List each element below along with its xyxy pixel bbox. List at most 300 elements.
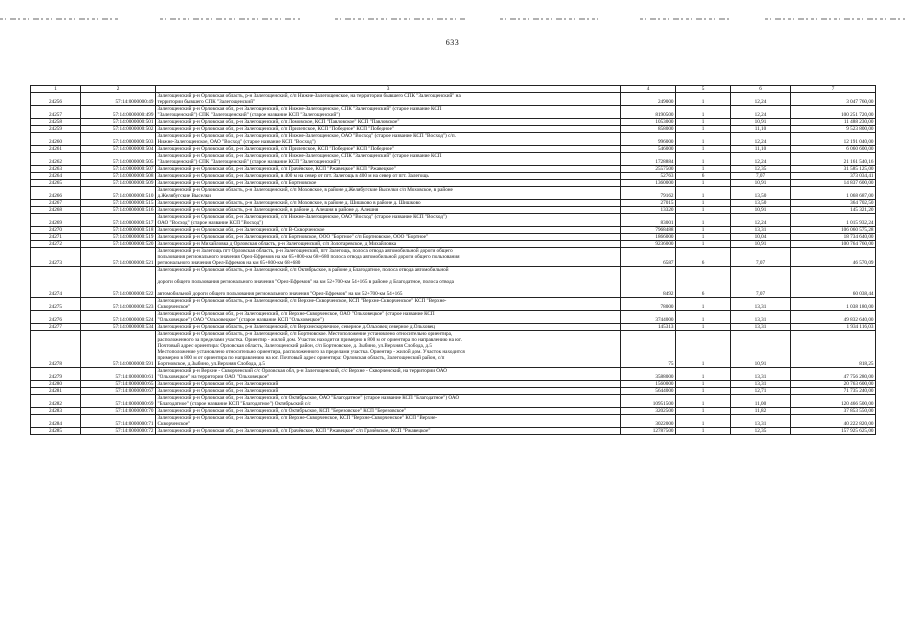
category-code: 1 xyxy=(676,200,731,207)
cadastral-value: 21 161 540,16 xyxy=(791,153,876,166)
table-row xyxy=(31,146,876,153)
description-line: Нижне-Залегощенское, ОАО "Восход" (старое название КСП "Восход") xyxy=(157,139,316,145)
rate-value: 13,31 xyxy=(731,415,791,428)
location-description xyxy=(156,200,621,207)
area-value: 1866000 xyxy=(621,234,676,241)
location-description xyxy=(156,153,621,166)
table-row xyxy=(31,227,876,234)
header-row xyxy=(31,86,876,93)
cadastral-value: 49 832 640,00 xyxy=(791,311,876,324)
cadastral-value: 818,25 xyxy=(791,331,876,368)
cadastral-number: 57:14:0000000:61 xyxy=(81,368,156,381)
area-value: 75 xyxy=(621,331,676,368)
location-description xyxy=(156,248,621,267)
location-description xyxy=(156,106,621,119)
description-line: Залегощенский р-н Орловская обл, р-н Залегощенский, с/п Нижне-Залегощенское, ОАО "Восход" (старое название КСП "Восход") xyxy=(157,214,447,220)
description-line: Скворченское" xyxy=(157,304,191,310)
row-number: 24271 xyxy=(31,234,81,241)
row-number: 24281 xyxy=(31,388,81,395)
location-description xyxy=(156,93,621,106)
description-line: Залегощенский р-н Орловская обл, р-н Залегощенский, с/п Ломовское, КСП "Павловское" КСП "Павловское" xyxy=(157,119,400,125)
rate-value: 10,91 xyxy=(731,180,791,187)
cadastral-value: 145 321,20 xyxy=(791,207,876,214)
category-code: 1 xyxy=(676,106,731,119)
category-code: 1 xyxy=(676,241,731,248)
page-number: 633 xyxy=(445,38,460,47)
description-line: "Ольховецкое" на территории ОАО "Ольховецкое" xyxy=(157,374,270,380)
row-number: 24267 xyxy=(31,200,81,207)
location-description xyxy=(156,119,621,126)
row-number: 24266 xyxy=(31,187,81,200)
location-description xyxy=(156,214,621,227)
description-line: Залегощенский р-н Орловская область, р-н Залегощенский, с/п Верхнескорчечное, северное д.Ольховец северное д.Ольховец xyxy=(157,324,435,330)
area-value: 8492 xyxy=(621,267,676,298)
table-row xyxy=(31,324,876,331)
table-row xyxy=(31,241,876,248)
cadastral-number: 57:14:0000000:510 xyxy=(81,187,156,200)
area-value: 9236000 xyxy=(621,241,676,248)
area-value: 858000 xyxy=(621,126,676,133)
cadastral-number: 57:14:0000000:520 xyxy=(81,241,156,248)
rate-value: 11,82 xyxy=(731,408,791,415)
location-description xyxy=(156,234,621,241)
cadastral-number: 57:14:0000000:521 xyxy=(81,248,156,267)
description-line: Залегощенский р-н Орловская область, р-н Залегощенский, с/п Нижне-Залегощенское, на территории бывшего СПК "Залегощенский" на xyxy=(157,93,461,99)
category-code: 1 xyxy=(676,408,731,415)
column-header: 1 xyxy=(31,86,81,93)
table-row xyxy=(31,395,876,408)
description-line: расположенного за пределами участка. Ориентир - жилой дом. Участок находится примерно в 800 м от ориентира по направлению на юг. xyxy=(157,337,462,343)
row-number: 24261 xyxy=(31,146,81,153)
rate-value: 13,31 xyxy=(731,381,791,388)
description-line: Бортновское, д.Зыбино, ул.Верхняя Слобода, д.5 xyxy=(157,361,266,367)
description-line: д.Желябугские Выселки xyxy=(157,193,211,199)
cadastral-number: 57:14:0000000:517 xyxy=(81,214,156,227)
row-number: 24275 xyxy=(31,298,81,311)
description-line: пользования регионального значения Орел-Ефремов на км 65+800-км 68+680 полоса отвода автомобильной дороги общего пользования xyxy=(157,254,460,260)
category-code: 1 xyxy=(676,153,731,166)
row-number: 24260 xyxy=(31,133,81,146)
rate-value: 12,24 xyxy=(731,214,791,227)
cadastral-value: 373 034,41 xyxy=(791,173,876,180)
cadastral-number: 57:14:0000000:501 xyxy=(81,119,156,126)
table-row xyxy=(31,106,876,119)
area-value: 249000 xyxy=(621,93,676,106)
description-line: Залегощенский р-н Орловская обл, р-н Залегощенский, с/п Бортновское, ООО "Бортное" с/п Бортновское, ООО "Бортное" xyxy=(157,234,429,240)
cadastral-value: 20 763 600,00 xyxy=(791,381,876,388)
category-code: 1 xyxy=(676,311,731,324)
description-line: Залегощенский р-н Орловская обл, р-н Залегощенский, с/п Бортновское xyxy=(157,180,317,186)
area-value: 13320 xyxy=(621,207,676,214)
description-line: Залегощенский р-н Орловская обл, р-н Залегощенский, с/п В-Скворченское xyxy=(157,227,325,233)
cadastral-value: 71 735 240,00 xyxy=(791,388,876,395)
location-description xyxy=(156,388,621,395)
rate-value: 7,07 xyxy=(731,173,791,180)
row-number: 24280 xyxy=(31,381,81,388)
table-row xyxy=(31,248,876,267)
location-description xyxy=(156,408,621,415)
area-value: 79162 xyxy=(621,187,676,200)
category-code: 1 xyxy=(676,133,731,146)
cadastral-value: 46 570,09 xyxy=(791,248,876,267)
description-line: Залегощенский р-н Орловская обл, р-н Залегощенский, с/п Грачёвское, КСП "Ржавецкое" КСП "Ржавецкое" xyxy=(157,166,396,172)
row-number: 24273 xyxy=(31,248,81,267)
cadastral-number: 57:14:0000000:69 xyxy=(81,395,156,408)
cadastral-value: 1 038 180,00 xyxy=(791,298,876,311)
area-value: 2557500 xyxy=(621,166,676,173)
description-line: Залегощенский р-н Верхне - Скворченский с/с Орловская обл, р-н Залегощенский, с/с Верхне - Скворченский, на территории ОАО xyxy=(157,368,447,374)
table-row xyxy=(31,388,876,395)
table-row xyxy=(31,207,876,214)
rate-value: 12,24 xyxy=(731,106,791,119)
cadastral-value: 11 488 230,00 xyxy=(791,119,876,126)
row-number: 24277 xyxy=(31,324,81,331)
cadastral-value: 1 068 687,00 xyxy=(791,187,876,200)
table-row xyxy=(31,368,876,381)
cadastral-value: 100 251 720,00 xyxy=(791,106,876,119)
area-value: 6587 xyxy=(621,248,676,267)
cadastral-value: 12 191 040,00 xyxy=(791,133,876,146)
rate-value: 10,91 xyxy=(731,119,791,126)
cadastral-value: 40 222 820,00 xyxy=(791,415,876,428)
row-number: 24284 xyxy=(31,415,81,428)
area-value: 78000 xyxy=(621,298,676,311)
category-code: 1 xyxy=(676,227,731,234)
location-description xyxy=(156,267,621,298)
description-line: дороги общего пользования регионального значения "Орел-Ефремов" на км 52+700-км 54+165 в районе д Благодатное, полоса отвода xyxy=(157,279,454,285)
cadastral-value: 157 925 625,00 xyxy=(791,428,876,435)
rate-value: 12,71 xyxy=(731,388,791,395)
row-number: 24268 xyxy=(31,207,81,214)
cadastral-number: 57:14:0000000:65 xyxy=(81,381,156,388)
description-line: "Залегощенский") СПК "Залегощенский" (старое название КСП "Залегощенский") xyxy=(157,159,341,165)
scan-edge-marks xyxy=(0,0,905,30)
cadastral-number: 57:14:0000000:516 xyxy=(81,207,156,214)
cadastral-number: 57:14:0000000:509 xyxy=(81,180,156,187)
column-header: 3 xyxy=(156,86,621,93)
table-row xyxy=(31,180,876,187)
table-row xyxy=(31,234,876,241)
table-row xyxy=(31,126,876,133)
area-value: 10951500 xyxy=(621,395,676,408)
description-line: Почтовый адрес ориентира: Орловская область, Залегощенский район, с/п Бортновское, д. Зыбино, ул.Верхняя Слобода, д.5 xyxy=(157,343,432,349)
row-number: 24272 xyxy=(31,241,81,248)
row-number: 24285 xyxy=(31,428,81,435)
row-number: 24282 xyxy=(31,395,81,408)
location-description xyxy=(156,180,621,187)
rate-value: 11,10 xyxy=(731,126,791,133)
rate-value: 10,91 xyxy=(731,331,791,368)
column-header: 6 xyxy=(731,86,791,93)
row-number: 24265 xyxy=(31,180,81,187)
category-code: 6 xyxy=(676,267,731,298)
table-row xyxy=(31,133,876,146)
location-description xyxy=(156,331,621,368)
cadastral-number: 57:14:0000000:519 xyxy=(81,234,156,241)
row-number: 24258 xyxy=(31,119,81,126)
table-row xyxy=(31,381,876,388)
rate-value: 13,31 xyxy=(731,227,791,234)
category-code: 6 xyxy=(676,248,731,267)
cadastral-number: 57:14:0000000:502 xyxy=(81,126,156,133)
area-value: 1053000 xyxy=(621,119,676,126)
category-code: 1 xyxy=(676,415,731,428)
rate-value: 12,35 xyxy=(731,166,791,173)
cadastral-value: 6 060 600,00 xyxy=(791,146,876,153)
row-number: 24274 xyxy=(31,267,81,298)
category-code: 1 xyxy=(676,166,731,173)
rate-value: 11,00 xyxy=(731,395,791,408)
cadastral-value: 120 466 500,00 xyxy=(791,395,876,408)
cadastral-number: 57:14:0000000:591 xyxy=(81,331,156,368)
description-line: Залегощенский р-н Орловская обл, р-н Залегощенский, с/п Прилепское, КСП "Победное" КСП "Победное" xyxy=(157,146,395,152)
column-header: 7 xyxy=(791,86,876,93)
cadastral-number: 57:14:0000000:499 xyxy=(81,106,156,119)
register-table xyxy=(30,85,876,435)
column-header: 2 xyxy=(81,86,156,93)
cadastral-value: 3 047 760,00 xyxy=(791,93,876,106)
rate-value: 12,24 xyxy=(731,93,791,106)
cadastral-number: 57:14:0000000:503 xyxy=(81,133,156,146)
cadastral-number: 57:14:0000000:72 xyxy=(81,428,156,435)
description-line: "Благодатное" (старое название КСП "Благодатное") Октябрьский с/с xyxy=(157,401,311,407)
cadastral-number: 57:14:0000000:534 xyxy=(81,324,156,331)
location-description xyxy=(156,133,621,146)
cadastral-number: 57:14:0000000:504 xyxy=(81,146,156,153)
area-value: 3022000 xyxy=(621,415,676,428)
location-description xyxy=(156,173,621,180)
cadastral-value: 37 853 550,00 xyxy=(791,408,876,415)
cadastral-value: 47 756 280,00 xyxy=(791,368,876,381)
description-line: Залегощенский р-н Орловская обл, р-н Залегощенский, с/п Октябрьское, КСП "Березовское" КСП "Березовское" xyxy=(157,408,407,414)
location-description xyxy=(156,381,621,388)
table-row xyxy=(31,187,876,200)
area-value: 27015 xyxy=(621,200,676,207)
description-line: Залегощенский р-н Орловская обл, р-н Залегощенский, с/п Нижне-Залегощенское, ОАО "Восход" (старое название КСП "Восход") с/п. xyxy=(157,133,456,139)
cadastral-number: 57:14:0000000:507 xyxy=(81,166,156,173)
category-code: 1 xyxy=(676,324,731,331)
description-line: ОАО "Восход" (старое название КСП "Восход") xyxy=(157,220,264,226)
table-row xyxy=(31,267,876,298)
description-line: регионального значения Орел-Ефремов на км 65+800-км 68+680 xyxy=(157,260,301,266)
row-number: 24262 xyxy=(31,153,81,166)
category-code: 1 xyxy=(676,234,731,241)
description-line: Залегощенский р-н Залегощь пгт Орловская область, р-н Залегощенский, пгт Залегощь, полоса отвода автомобильной дороги общего xyxy=(157,248,453,254)
area-value: 12787500 xyxy=(621,428,676,435)
cadastral-number: 57:14:0000000:67 xyxy=(81,388,156,395)
cadastral-value: 60 038,44 xyxy=(791,267,876,298)
description-line: "Ольховецкое") ОАО "Ольховецкое" (старое название КСП "Ольховецкое") xyxy=(157,317,324,323)
location-description xyxy=(156,241,621,248)
category-code: 1 xyxy=(676,368,731,381)
category-code: 1 xyxy=(676,146,731,153)
category-code: 1 xyxy=(676,214,731,227)
description-line: Залегощенский р-н Орловская область, р-н Залегощенский, с/п Моховское, в районе д.Желябугские Выселки с/п Моховское, в районе xyxy=(157,187,453,193)
category-code: 1 xyxy=(676,93,731,106)
rate-value: 10,91 xyxy=(731,207,791,214)
cadastral-number: 57:14:0000000:522 xyxy=(81,267,156,298)
table-row xyxy=(31,311,876,324)
category-code: 1 xyxy=(676,187,731,200)
cadastral-number: 57:14:0000000:71 xyxy=(81,415,156,428)
rate-value: 13,50 xyxy=(731,200,791,207)
category-code: 1 xyxy=(676,207,731,214)
row-number: 24283 xyxy=(31,408,81,415)
location-description xyxy=(156,166,621,173)
area-value: 1360000 xyxy=(621,180,676,187)
cadastral-value: 18 734 640,00 xyxy=(791,234,876,241)
cadastral-number: 57:14:0000000:515 xyxy=(81,200,156,207)
description-line: "Залегощенский") СПК "Залегощенский" (старое название КСП "Залегощенский") xyxy=(157,112,341,118)
rate-value: 12,24 xyxy=(731,153,791,166)
rate-value: 13,31 xyxy=(731,368,791,381)
location-description xyxy=(156,395,621,408)
description-line: Залегощенский р-н Орловская обл, р-н Залегощенский, с/п Нижне-Залегощенское, СПК "Залегощенский" (старое название КСП xyxy=(157,106,442,112)
area-value: 1560000 xyxy=(621,381,676,388)
description-line: Залегощенский р-н Михайловка д Орловская область, р-н Залегощенский, с/п Золотаревское, д Михайловка xyxy=(157,241,397,247)
table-row xyxy=(31,200,876,207)
description-line: Залегощенский р-н Орловская обл, р-н Залегощенский, в 400 м на север от пгт. Залегощь в 400 м на север от пгт. Залегощь xyxy=(157,173,429,179)
cadastral-value: 9 523 800,00 xyxy=(791,126,876,133)
area-value: 3744000 xyxy=(621,311,676,324)
location-description xyxy=(156,187,621,200)
column-header: 5 xyxy=(676,86,731,93)
location-description xyxy=(156,207,621,214)
category-code: 1 xyxy=(676,395,731,408)
description-line: Залегощенский р-н Орловская обл, р-н Залегощенский, с/п Верхне-Скворченское, ОАО "Ольховецкое" (старое название КСП xyxy=(157,311,435,317)
location-description xyxy=(156,146,621,153)
table-row xyxy=(31,298,876,311)
cadastral-value: 1 934 116,03 xyxy=(791,324,876,331)
location-description xyxy=(156,428,621,435)
row-number: 24276 xyxy=(31,311,81,324)
description-line: Залегощенский р-н Орловская обл, р-н Залегощенский xyxy=(157,381,279,387)
category-code: 1 xyxy=(676,298,731,311)
location-description xyxy=(156,298,621,311)
area-value: 7968488 xyxy=(621,227,676,234)
row-number: 24264 xyxy=(31,173,81,180)
area-value: 8190500 xyxy=(621,106,676,119)
cadastral-number: 57:14:0000000:518 xyxy=(81,227,156,234)
description-line: Залегощенский р-н Орловская область, р-н Залегощенский, с/п Моховское, в районе д. Шишково в районе д. Шишково xyxy=(157,200,421,206)
category-code: 1 xyxy=(676,331,731,368)
description-line: Залегощенский р-н Орловская обл, р-н Залегощенский, с/п Верхне-Скворченское, КСП "Верхне-Скворченское" КСП "Верхне- xyxy=(157,415,438,421)
description-line: Залегощенский р-н Орловская обл, р-н Залегощенский, с/п Октябрьское, ОАО "Благодатное" (старое название КСП "Благодатное") ОАО xyxy=(157,395,460,401)
cadastral-number: 57:14:0000000:508 xyxy=(81,173,156,180)
description-line: Местоположение установлено относительно ориентира, расположенного за пределами участка. Ориентир - жилой дом. Участок находится xyxy=(157,349,465,355)
table-body xyxy=(31,93,876,435)
table-row xyxy=(31,428,876,435)
category-code: 6 xyxy=(676,173,731,180)
description-line: Залегощенский р-н Орловская обл, р-н Залегощенский, с/п Грачёвское, КСП "Ржавецкое" с/п Грачёвское, КСП "Ржавецкое" xyxy=(157,428,431,434)
rate-value: 13,31 xyxy=(731,324,791,331)
cadastral-number: 57:14:0000000:524 xyxy=(81,311,156,324)
category-code: 1 xyxy=(676,381,731,388)
area-value: 1728884 xyxy=(621,153,676,166)
location-description xyxy=(156,126,621,133)
description-line: примерно в 800 м от ориентира по направлению на юг. Почтовый адрес ориентира: Орловская область, Залегощенский район, с/п xyxy=(157,355,445,361)
description-line: Залегощенский р-н Орловская обл, р-н Залегощенский xyxy=(157,388,279,394)
cadastral-value: 106 060 575,28 xyxy=(791,227,876,234)
cadastral-value: 14 837 600,00 xyxy=(791,180,876,187)
rate-value: 12,24 xyxy=(731,133,791,146)
table-row xyxy=(31,173,876,180)
rate-value: 13,31 xyxy=(731,298,791,311)
category-code: 1 xyxy=(676,388,731,395)
category-code: 1 xyxy=(676,180,731,187)
area-value: 83001 xyxy=(621,214,676,227)
area-value: 5644000 xyxy=(621,388,676,395)
rate-value: 7,07 xyxy=(731,248,791,267)
cadastral-number: 57:14:0000000:70 xyxy=(81,408,156,415)
row-number: 24256 xyxy=(31,93,81,106)
table-row xyxy=(31,415,876,428)
cadastral-value: 31 585 125,00 xyxy=(791,166,876,173)
area-value: 3588000 xyxy=(621,368,676,381)
cadastral-number: 57:14:0000000:523 xyxy=(81,298,156,311)
table-row xyxy=(31,408,876,415)
location-description xyxy=(156,227,621,234)
description-line: Залегощенский р-н Орловская обл, р-н Залегощенский, с/п Прилепское, КСП "Победное" КСП "Победное" xyxy=(157,126,395,132)
description-line: Залегощенский р-н Орловская обл, р-н Залегощенский, с/п Нижне-Залегощенское, СПК "Залегощенский" (старое название КСП xyxy=(157,153,442,159)
row-number: 24259 xyxy=(31,126,81,133)
cadastral-number: 57:14:0000000:49 xyxy=(81,93,156,106)
area-value: 145313 xyxy=(621,324,676,331)
rate-value: 13,50 xyxy=(731,187,791,200)
area-value: 546000 xyxy=(621,146,676,153)
cadastral-value: 1 015 932,24 xyxy=(791,214,876,227)
category-code: 1 xyxy=(676,126,731,133)
table-row xyxy=(31,153,876,166)
area-value: 3202500 xyxy=(621,408,676,415)
rate-value: 10,91 xyxy=(731,241,791,248)
category-code: 1 xyxy=(676,428,731,435)
table-row xyxy=(31,214,876,227)
description-line: автомобильной дороги общего пользования регионального значения "Орел-Ефремов" на км 52+700-км 54+165 xyxy=(157,291,403,297)
description-line: Залегощенский р-н Орловская область, р-н Залегощенский, с/п Октябрьское, в районе д Благодатное, полоса отвода автомобильной xyxy=(157,267,449,273)
location-description xyxy=(156,368,621,381)
table-row xyxy=(31,93,876,106)
row-number: 24278 xyxy=(31,331,81,368)
rate-value: 10,04 xyxy=(731,234,791,241)
rate-value: 12,35 xyxy=(731,428,791,435)
description-line: Залегощенский р-н Орловская область, р-н Залегощенский, с/п Бортновское. Местоположение установлено относительно ориентира, xyxy=(157,331,453,337)
row-number: 24279 xyxy=(31,368,81,381)
cadastral-value: 364 702,50 xyxy=(791,200,876,207)
description-line: Залегощенский р-н Орловская область, р-н Залегощенский, в районе д. Алешня в районе д. Алешня xyxy=(157,207,379,213)
table-row xyxy=(31,331,876,368)
rate-value: 11,10 xyxy=(731,146,791,153)
description-line: Скворченское" xyxy=(157,421,191,427)
description-line: территории бывшего СПК "Залегощенский" xyxy=(157,99,256,105)
table-row xyxy=(31,119,876,126)
rate-value: 13,31 xyxy=(731,311,791,324)
cadastral-number: 57:14:0000000:505 xyxy=(81,153,156,166)
column-header: 4 xyxy=(621,86,676,93)
row-number: 24257 xyxy=(31,106,81,119)
category-code: 1 xyxy=(676,119,731,126)
area-value: 52763 xyxy=(621,173,676,180)
rate-value: 7,07 xyxy=(731,267,791,298)
description-line: Залегощенский р-н Орловская область, р-н Залегощенский, с/п Верхне-Скворченское, КСП "Верхне-Скворченское" КСП "Верхне- xyxy=(157,298,447,304)
row-number: 24270 xyxy=(31,227,81,234)
cadastral-value: 100 764 760,00 xyxy=(791,241,876,248)
location-description xyxy=(156,311,621,324)
row-number: 24263 xyxy=(31,166,81,173)
location-description xyxy=(156,324,621,331)
row-number: 24269 xyxy=(31,214,81,227)
table-row xyxy=(31,166,876,173)
